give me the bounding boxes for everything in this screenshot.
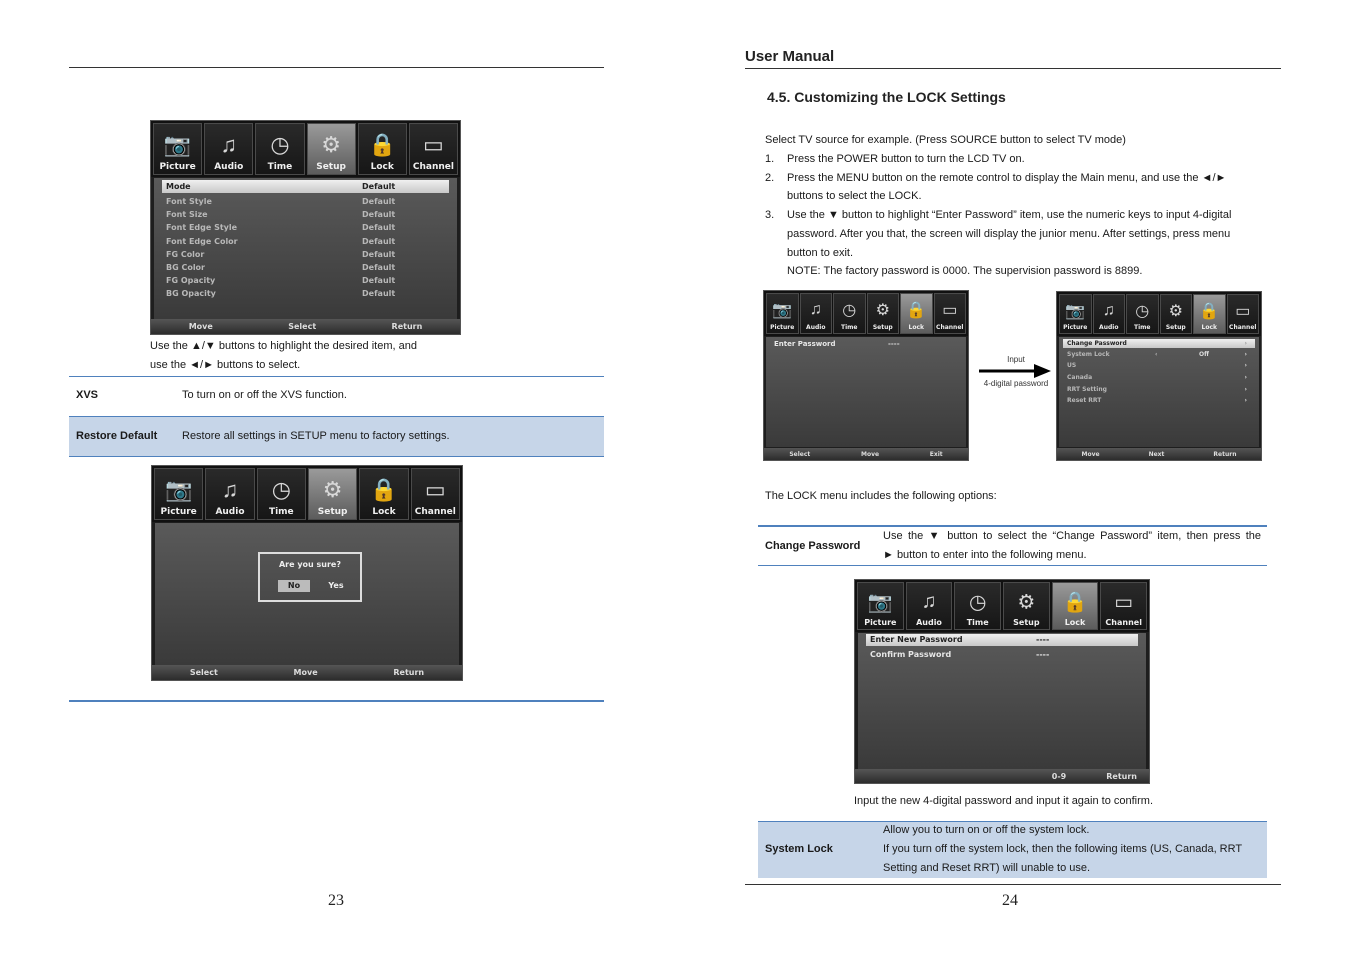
menu-row: Font Edge Style Default bbox=[166, 223, 396, 232]
new-password-screenshot bbox=[854, 579, 1150, 784]
xvs-description: To turn on or off the XVS function. bbox=[182, 389, 347, 401]
right-arrow-icon bbox=[978, 363, 1052, 379]
menu-row: Font Style Default bbox=[166, 197, 396, 206]
time-icon: ◷ Time bbox=[954, 582, 1001, 630]
setup-caption-line-2: use the ◄/► buttons to select. bbox=[150, 359, 301, 371]
new-password-footer: 0-9 Return bbox=[855, 769, 1149, 783]
picture-icon: 📷 Picture bbox=[857, 582, 904, 630]
menu-row: BG Color Default bbox=[166, 263, 396, 272]
page-number-right: 24 bbox=[1002, 892, 1018, 909]
channel-icon: ▭ Channel bbox=[411, 468, 460, 520]
menu-row: BG Opacity Default bbox=[166, 289, 396, 298]
lock-icon: 🔒 Lock bbox=[1052, 582, 1099, 630]
confirm-dialog bbox=[258, 552, 362, 602]
lock-icon: 🔒 Lock bbox=[359, 468, 408, 520]
picture-icon: 📷 Picture bbox=[154, 468, 203, 520]
restore-default-description: Restore all settings in SETUP menu to factory settings. bbox=[182, 430, 450, 442]
table-rule bbox=[758, 565, 1267, 566]
menu-row: FG Color Default bbox=[166, 250, 396, 259]
menu-row: Reset RRT › bbox=[1067, 397, 1247, 404]
confirm-footer: Select Move Return bbox=[152, 665, 462, 680]
picture-icon: 📷 Picture bbox=[153, 123, 202, 175]
menu-row: Change Password › bbox=[1063, 339, 1255, 348]
menu-row: RRT Setting › bbox=[1067, 386, 1247, 393]
lock-icon: 🔒 Lock bbox=[358, 123, 407, 175]
lock-icon: 🔒 Lock bbox=[1193, 294, 1226, 334]
bottom-rule-right bbox=[745, 884, 1281, 885]
running-header: User Manual bbox=[745, 48, 835, 65]
confirm-no-button: No bbox=[278, 580, 310, 592]
enter-password-body bbox=[766, 337, 966, 447]
menu-row: Mode Default bbox=[162, 180, 449, 193]
audio-icon: ♫ Audio bbox=[1093, 294, 1126, 334]
change-password-label: Change Password bbox=[765, 540, 861, 552]
audio-icon: ♫ Audio bbox=[204, 123, 253, 175]
table-rule bbox=[69, 376, 604, 377]
picture-icon: 📷 Picture bbox=[766, 293, 799, 334]
section-title: Customizing the LOCK Settings bbox=[794, 89, 1006, 105]
time-icon: ◷ Time bbox=[833, 293, 866, 334]
enter-password-value: ---- bbox=[888, 340, 900, 348]
setup-menu-footer: Move Select Return bbox=[151, 319, 460, 334]
enter-password-screenshot bbox=[763, 290, 969, 461]
menu-icon-bar bbox=[855, 580, 1149, 632]
step-line: buttons to select the LOCK. bbox=[787, 190, 922, 202]
restore-default-label: Restore Default bbox=[76, 430, 158, 442]
lock-icon: 🔒 Lock bbox=[900, 293, 933, 334]
menu-icon-bar bbox=[764, 291, 968, 336]
system-lock-label: System Lock bbox=[765, 843, 833, 855]
menu-row: Font Size Default bbox=[166, 210, 396, 219]
step-line: Press the MENU button on the remote control to display the Main menu, and use the ◄/► bbox=[787, 172, 1227, 184]
menu-icon-bar bbox=[1057, 292, 1261, 336]
confirm-question: Are you sure? bbox=[278, 560, 341, 569]
setup-icon: ⚙ Setup bbox=[307, 123, 356, 175]
step-number: 3. bbox=[765, 209, 775, 221]
audio-icon: ♫ Audio bbox=[205, 468, 254, 520]
setup-icon: ⚙ Setup bbox=[1160, 294, 1193, 334]
lock-menu-footer: Move Next Return bbox=[1057, 448, 1261, 460]
menu-row: FG Opacity Default bbox=[166, 276, 396, 285]
section-heading bbox=[767, 89, 1006, 105]
picture-icon: 📷 Picture bbox=[1059, 294, 1092, 334]
lock-menu-screenshot bbox=[1056, 291, 1262, 461]
menu-icon-bar bbox=[151, 121, 460, 177]
time-icon: ◷ Time bbox=[1126, 294, 1159, 334]
section-number: 4.5. bbox=[767, 89, 791, 105]
channel-icon: ▭ Channel bbox=[1100, 582, 1147, 630]
setup-icon: ⚙ Setup bbox=[867, 293, 900, 334]
setup-menu-screenshot bbox=[150, 120, 461, 335]
system-lock-line-2: If you turn off the system lock, then the following items (US, Canada, RRT bbox=[883, 843, 1243, 855]
step-line: Press the POWER button to turn the LCD TV on. bbox=[787, 153, 1025, 165]
change-password-line-2: ► button to enter into the following menu. bbox=[883, 549, 1087, 561]
menu-row: US › bbox=[1067, 362, 1247, 369]
confirm-yes-button: Yes bbox=[328, 581, 344, 590]
step-line: button to exit. bbox=[787, 247, 854, 259]
top-rule-right bbox=[745, 68, 1281, 69]
change-password-line-1: Use the ▼ button to select the “Change Password” item, then press the bbox=[883, 530, 1261, 542]
enter-password-footer: Select Move Exit bbox=[764, 448, 968, 460]
channel-icon: ▭ Channel bbox=[934, 293, 967, 334]
lock-includes-text: The LOCK menu includes the following options: bbox=[765, 490, 997, 502]
menu-row: System Lock ‹ Off › bbox=[1067, 351, 1247, 358]
step-number: 2. bbox=[765, 172, 775, 184]
arrow-label-top: Input bbox=[1007, 355, 1025, 364]
audio-icon: ♫ Audio bbox=[800, 293, 833, 334]
enter-password-label: Enter Password bbox=[774, 340, 836, 348]
page-number-left: 23 bbox=[328, 892, 344, 909]
arrow-label-bottom: 4-digital password bbox=[983, 379, 1049, 388]
audio-icon: ♫ Audio bbox=[906, 582, 953, 630]
time-icon: ◷ Time bbox=[257, 468, 306, 520]
bottom-rule-left bbox=[69, 700, 604, 702]
menu-icon-bar bbox=[152, 466, 462, 522]
setup-icon: ⚙ Setup bbox=[308, 468, 357, 520]
step-line: Use the ▼ button to highlight “Enter Password” item, use the numeric keys to input 4-digital bbox=[787, 209, 1232, 221]
top-rule-left bbox=[69, 67, 604, 68]
new-password-body bbox=[858, 633, 1146, 769]
time-icon: ◷ Time bbox=[255, 123, 304, 175]
confirm-body bbox=[155, 523, 459, 665]
step-number: 1. bbox=[765, 153, 775, 165]
new-password-caption: Input the new 4-digital password and input it again to confirm. bbox=[854, 795, 1154, 807]
channel-icon: ▭ Channel bbox=[409, 123, 458, 175]
step-line: password. After you that, the screen will display the junior menu. After settings, press menu bbox=[787, 228, 1231, 240]
step-note: NOTE: The factory password is 0000. The supervision password is 8899. bbox=[787, 265, 1143, 277]
xvs-label: XVS bbox=[76, 389, 99, 401]
menu-row: Font Edge Color Default bbox=[166, 237, 396, 246]
setup-menu-body bbox=[154, 178, 457, 319]
system-lock-line-1: Allow you to turn on or off the system lock. bbox=[883, 824, 1090, 836]
intro-text: Select TV source for example. (Press SOURCE button to select TV mode) bbox=[765, 134, 1126, 146]
channel-icon: ▭ Channel bbox=[1227, 294, 1260, 334]
menu-row: Confirm Password ---- bbox=[870, 650, 1050, 659]
setup-caption-line-1: Use the ▲/▼ buttons to highlight the desired item, and bbox=[150, 340, 417, 352]
system-lock-line-3: Setting and Reset RRT) will unable to use. bbox=[883, 862, 1091, 874]
setup-icon: ⚙ Setup bbox=[1003, 582, 1050, 630]
menu-row: Enter New Password ---- bbox=[866, 634, 1138, 646]
lock-menu-body bbox=[1059, 337, 1259, 447]
menu-row: Canada › bbox=[1067, 374, 1247, 381]
restore-confirm-screenshot bbox=[151, 465, 463, 681]
